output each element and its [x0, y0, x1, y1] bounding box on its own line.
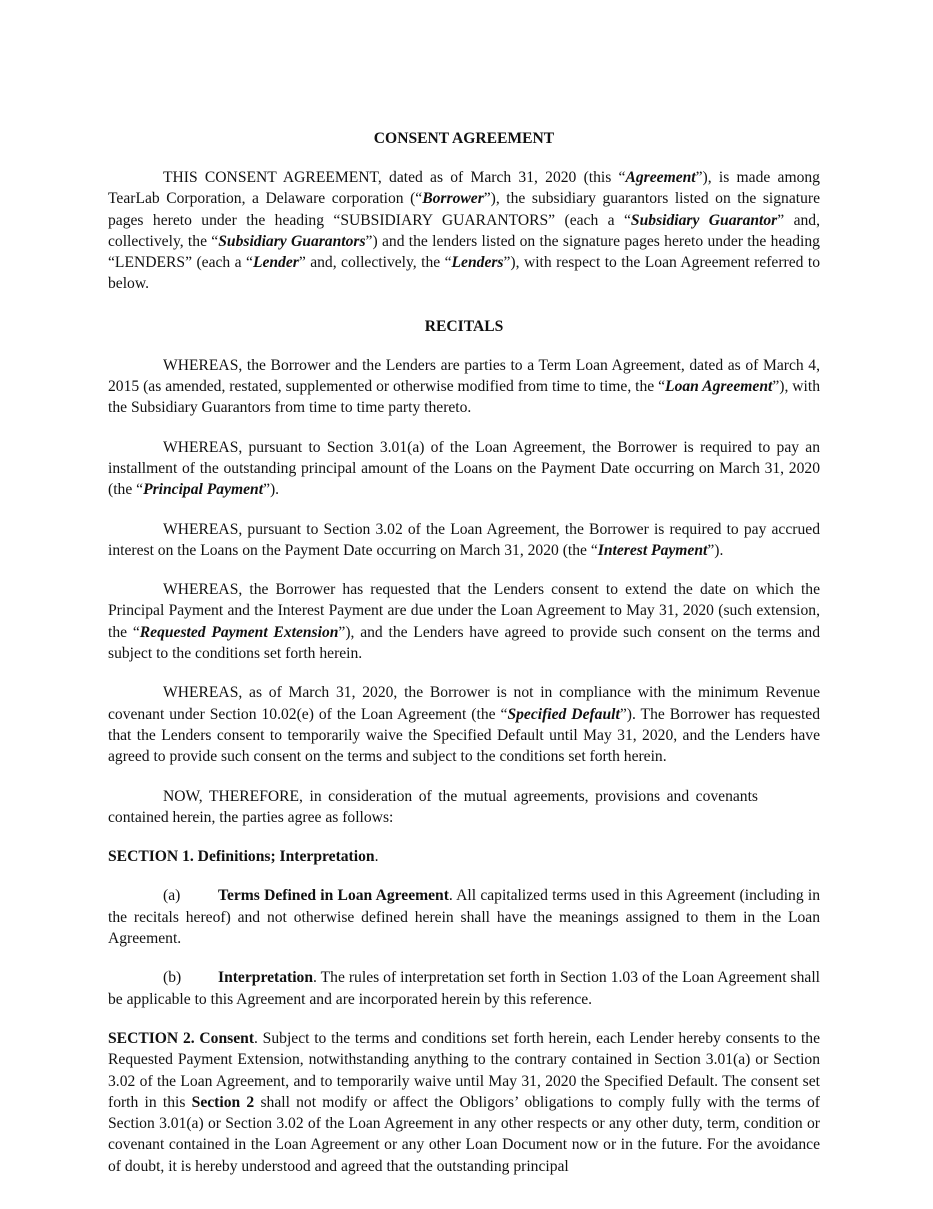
section-1b-label: (b): [163, 969, 182, 987]
document-title: CONSENT AGREEMENT: [373, 130, 555, 147]
section-1b-paragraph: (b) Interpretation. The rules of interpretation set forth in Section 1.03 of the Loan Agreement shall be applicable to this Agreement and are incorporated herein by this reference.: [108, 969, 820, 1008]
recital-paragraph-5: WHEREAS, as of March 31, 2020, the Borrower is not in compliance with the minimum Revenue covenant under Section 10.02(e) of the Loan Agreement (the “Specified Default”). The Borrower has requested that the Lenders consent to temporarily waive the Specified Default until May 31, 2020, and the Lenders have agreed to provide such consent on the terms and subject to the conditions set forth herein.: [108, 684, 821, 766]
section-1a-label: (a): [163, 887, 181, 905]
now-therefore-paragraph: NOW, THEREFORE, in consideration of the mutual agreements, provisions and covenants contained herein, the parties agree as follows:: [108, 787, 758, 826]
recital-paragraph-4: WHEREAS, the Borrower has requested that the Lenders consent to extend the date on which the Principal Payment and the Interest Payment are due under the Loan Agreement to May 31, 2020 (such extension, the “Requested Payment Extension”), and the Lenders have agreed to provide such consent on the terms and subject to the conditions set forth herein.: [108, 581, 820, 663]
recitals-title: RECITALS: [424, 317, 504, 335]
intro-paragraph: THIS CONSENT AGREEMENT, dated as of March 31, 2020 (this “Agreement”), is made among TearLab Corporation, a Delaware corporation (“Borrower”), the subsidiary guarantors listed on the signature pages hereto under the heading “SUBSIDIARY GUARANTORS” (each a “Subsidiary Guarantor” and, collectively, the “Subsidiary Guarantors”) and the lenders listed on the signature pages hereto under the heading “LENDERS” (each a “Lender” and, collectively, the “Lenders”), with respect to the Loan Agreement referred to below.: [108, 169, 821, 293]
recital-paragraph-1: WHEREAS, the Borrower and the Lenders are parties to a Term Loan Agreement, dated as of March 4, 2015 (as amended, restated, supplemented or otherwise modified from time to time, the “Loan Agreement”), with the Subsidiary Guarantors from time to time party thereto.: [108, 356, 820, 417]
recital-paragraph-2: WHEREAS, pursuant to Section 3.01(a) of the Loan Agreement, the Borrower is required to pay an installment of the outstanding principal amount of the Loans on the Payment Date occurring on March 31, 2020 (the “Principal Payment”).: [108, 438, 820, 499]
document-page: [108, 128, 820, 1195]
section-1a-paragraph: (a) Terms Defined in Loan Agreement. All capitalized terms used in this Agreement (including in the recitals hereof) and not otherwise defined herein shall have the meanings assigned to them in the Loan Agreement.: [108, 887, 820, 948]
recital-paragraph-3: WHEREAS, pursuant to Section 3.02 of the Loan Agreement, the Borrower is required to pay accrued interest on the Loans on the Payment Date occurring on March 31, 2020 (the “Interest Payment”).: [108, 520, 820, 559]
section-2-paragraph: SECTION 2. Consent. Subject to the terms and conditions set forth herein, each Lender hereby consents to the Requested Payment Extension, notwithstanding anything to the contrary contained in Section 3.01(a) or Section 3.02 of the Loan Agreement, and to temporarily waive until May 31, 2020 the Specified Default. The consent set forth in this Section 2 shall not modify or affect the Obligors’ obligations to comply fully with the terms of Section 3.01(a) or Section 3.02 of the Loan Agreement in any other respects or any other duty, term, condition or covenant contained in the Loan Agreement or any other Loan Document now or in the future. For the avoidance of doubt, it is hereby understood and agreed that the outstanding principal: [108, 1029, 820, 1175]
section-1-heading: SECTION 1. Definitions; Interpretation.: [108, 848, 379, 866]
